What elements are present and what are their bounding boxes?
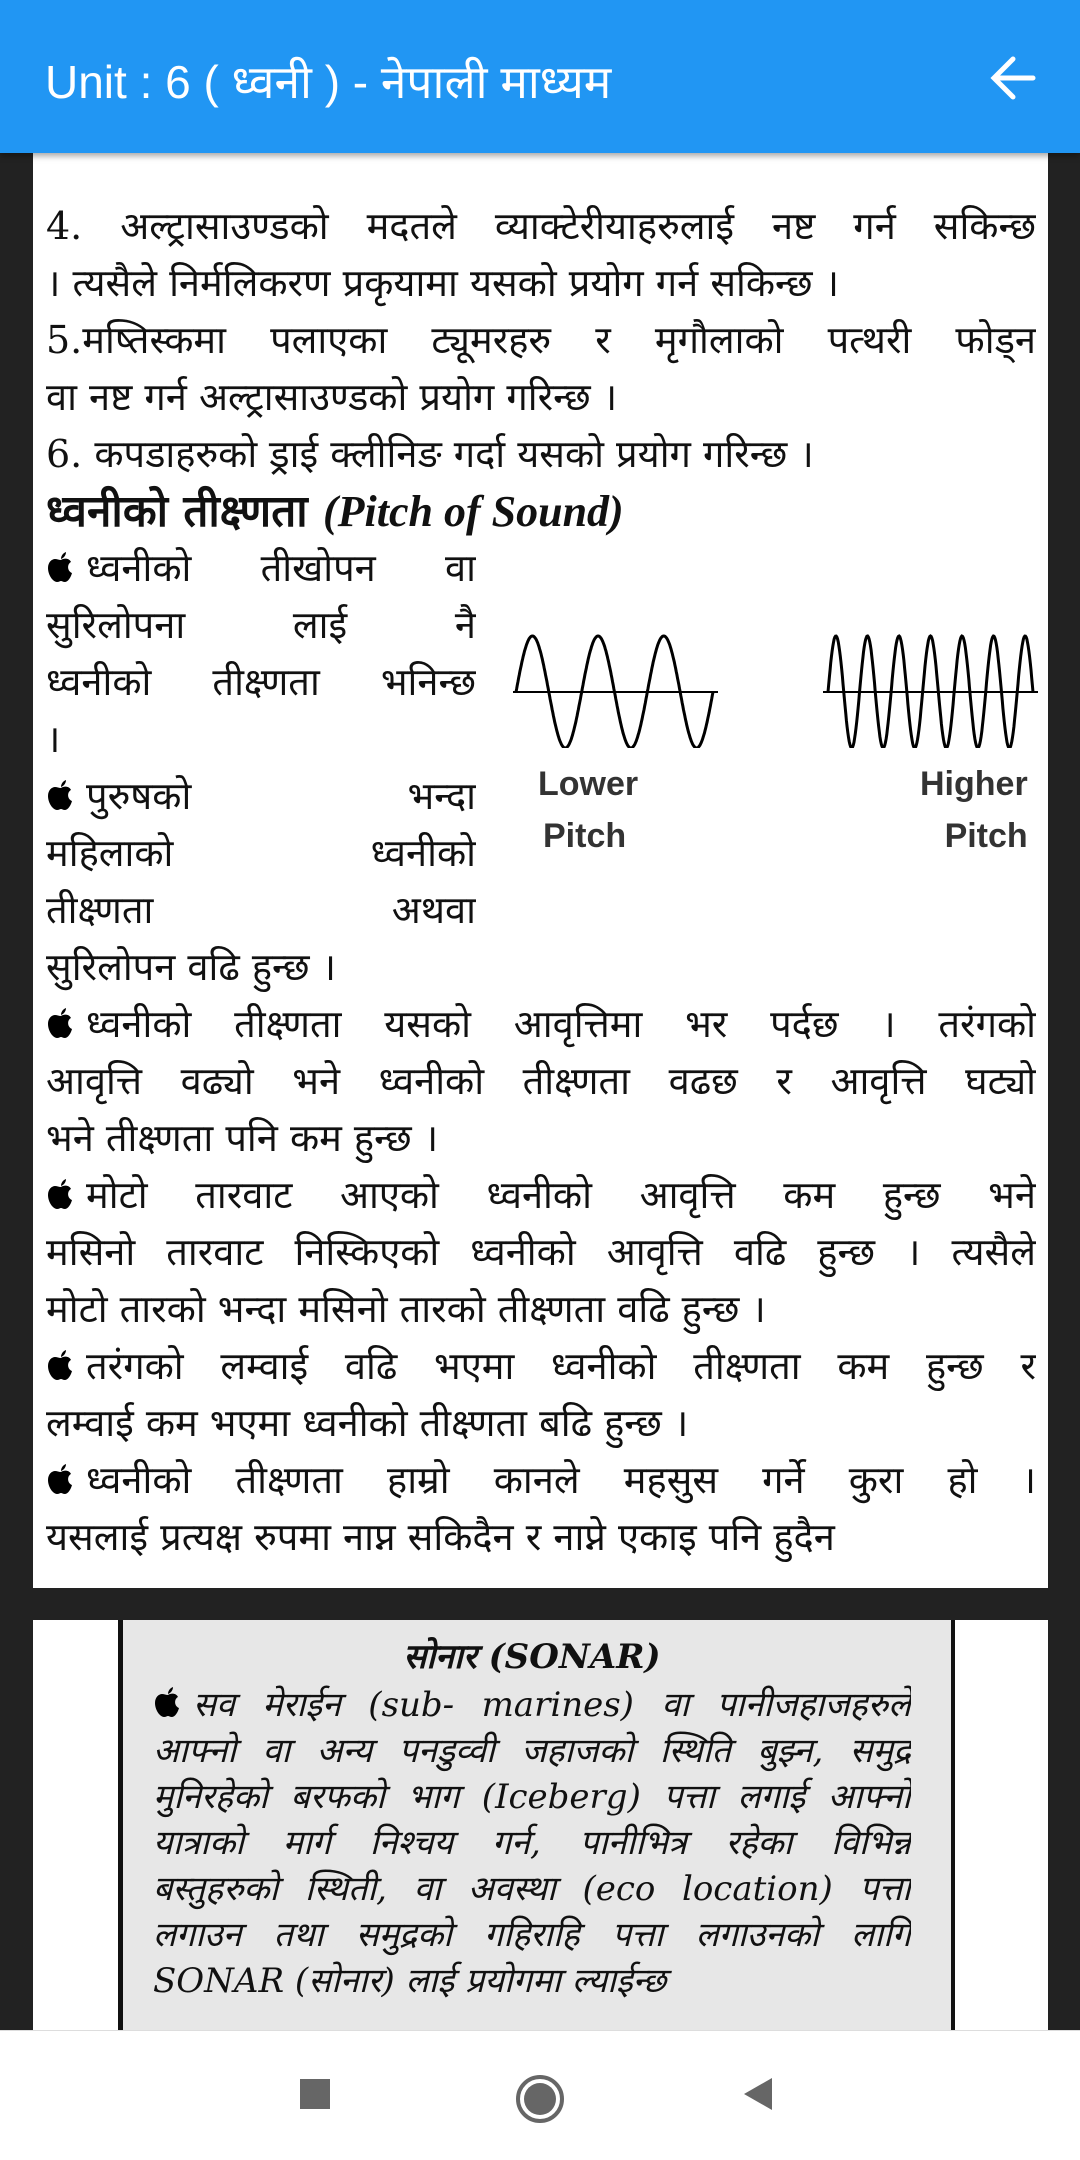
text-line: यात्राको मार्ग निश्चय गर्न, पानीभित्र रहेका विभिन्न (153, 1823, 911, 1863)
text-line: 4. अल्ट्रासाउण्डको मदतले व्याक्टेरीयाहरुलाई नष्ट गर्न सकिन्छ (46, 204, 1036, 248)
lower-pitch-label: Lower Pitch (538, 765, 639, 855)
bullet-line: तरंगको लम्वाई वढि भएमा ध्वनीको तीक्ष्णता कम हुन्छ र (46, 1338, 1036, 1395)
heading-np: ध्वनीको तीक्ष्णता (46, 486, 308, 537)
back-button[interactable] (985, 48, 1041, 108)
pitch-figure (478, 548, 1038, 868)
page-image-1 (33, 153, 1048, 1588)
text-line: आफ्नो वा अन्य पनडुव्वी जहाजको स्थिति बुझ्न, समुद्र (153, 1731, 911, 1771)
text-line: सुरिलोपना लाई नै (46, 603, 476, 647)
text-line: मसिनो तारवाट निस्किएको ध्वनीको आवृत्ति वढि हुन्छ । त्यसैले (46, 1230, 1036, 1274)
page-image-2 (33, 1620, 1048, 2040)
apple-bullet-icon (46, 551, 76, 585)
text-line: ध्वनीको तीक्ष्णता भनिन्छ (46, 660, 476, 704)
section-heading (46, 483, 1036, 540)
waves-svg (478, 548, 1038, 748)
apple-bullet-icon (46, 1007, 76, 1041)
text-line: मोटो तारको भन्दा मसिनो तारको तीक्ष्णता वढि हुन्छ । (46, 1287, 766, 1331)
apple-bullet-icon (46, 1178, 76, 1212)
back-triangle-icon[interactable] (740, 2076, 776, 2112)
left-column (46, 540, 476, 939)
text-line: यसलाई प्रत्यक्ष रुपमा नाप्न सकिदैन र नाप्ने एकाइ पनि हुदैन (46, 1515, 835, 1559)
text-block-top (46, 198, 1036, 1566)
text-line: तीक्ष्णता अथवा (46, 888, 476, 932)
text-line: मुनिरहेको बरफको भाग (Iceberg) पत्ता लगाई आफ्नो (153, 1777, 911, 1817)
bullet-line: ध्वनीको तीक्ष्णता हाम्रो कानले महसुस गर्ने कुरा हो । (46, 1452, 1036, 1509)
apple-bullet-icon (46, 779, 76, 813)
text-line: वा नष्ट गर्न अल्ट्रासाउण्डको प्रयोग गरिन्छ । (46, 375, 618, 419)
app-bar (0, 0, 1080, 153)
text-line: आवृत्ति वढ्यो भने ध्वनीको तीक्ष्णता वढछ र आवृत्ति घट्यो (46, 1059, 1036, 1103)
page-title: Unit : 6 ( ध्वनी ) - नेपाली माध्यम (45, 56, 612, 108)
apple-bullet-icon (46, 1349, 76, 1383)
text-line: महिलाको ध्वनीको (46, 831, 476, 875)
apple-bullet-icon (46, 1463, 76, 1497)
text-line: 5.मष्तिस्कमा पलाएका ट्यूमरहरु र मृगौलाको पत्थरी फोड्न (46, 318, 1036, 362)
recents-square-icon[interactable] (298, 2076, 334, 2112)
text-line: SONAR (सोनार) लाई प्रयोगमा ल्याईन्छ (153, 1961, 667, 2001)
text-line: । (46, 717, 61, 761)
sonar-box (118, 1620, 955, 2040)
sonar-title: सोनार (SONAR) (403, 1637, 661, 1677)
text-line: बस्तुहरुको स्थिती, वा अवस्था (eco location) पत्ता (153, 1869, 911, 1909)
home-circle-icon[interactable] (514, 2073, 566, 2125)
text-line: लगाउन तथा समुद्रको गहिराहि पत्ता लगाउनको लागि (153, 1915, 911, 1955)
text-line: सुरिलोपन वढि हुन्छ । (46, 945, 337, 989)
system-nav-bar (0, 2030, 1080, 2160)
higher-pitch-label: Higher Pitch (920, 765, 1028, 855)
bullet-line: पुरुषको भन्दा (46, 768, 476, 825)
text-line: लम्वाई कम भएमा ध्वनीको तीक्ष्णता बढि हुन्छ । (46, 1401, 689, 1445)
apple-bullet-icon (153, 1686, 183, 1720)
bullet-line: मोटो तारवाट आएको ध्वनीको आवृत्ति कम हुन्छ भने (46, 1167, 1036, 1224)
bullet-line: ध्वनीको तीक्ष्णता यसको आवृत्तिमा भर पर्दछ । तरंगको (46, 996, 1036, 1053)
heading-en: (Pitch of Sound) (323, 487, 624, 536)
text-line: 6. कपडाहरुको ड्राई क्लीनिङ गर्दा यसको प्रयोग गरिन्छ । (46, 432, 814, 476)
bullet-line: सव मेराईन (sub- marines) वा पानीजहाजहरुले (153, 1682, 911, 1728)
text-line: । त्यसैले निर्मलिकरण प्रकृयामा यसको प्रयोग गर्न सकिन्छ । (46, 261, 840, 305)
text-line: भने तीक्ष्णता पनि कम हुन्छ । (46, 1116, 439, 1160)
arrow-left-icon (985, 48, 1041, 108)
bullet-line: ध्वनीको तीखोपन वा (46, 540, 476, 597)
